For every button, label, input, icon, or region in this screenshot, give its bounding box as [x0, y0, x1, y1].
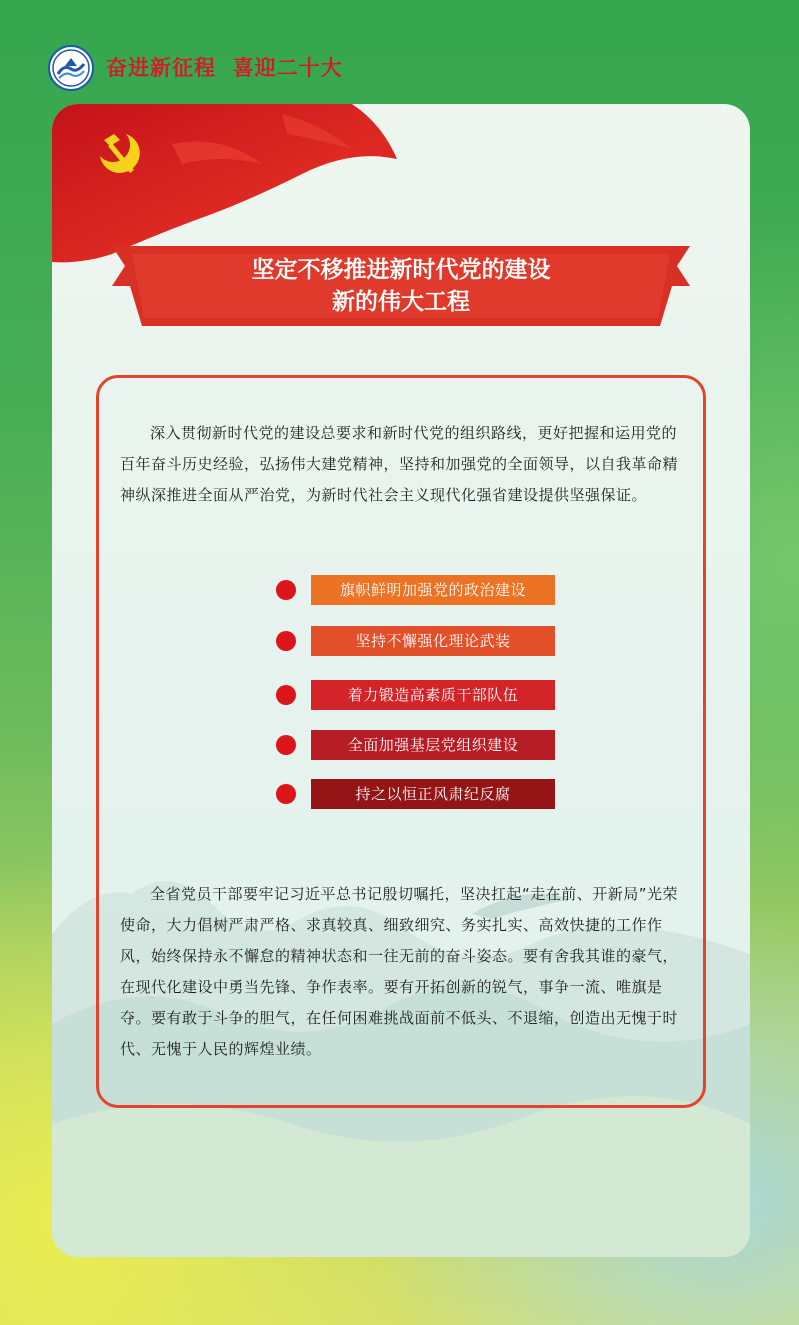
- bullet-dot-icon: [276, 784, 296, 804]
- title-line-2: 新的伟大工程: [332, 289, 470, 315]
- point-label-3: 着力锻造高素质干部队伍: [311, 680, 555, 710]
- school-logo-icon: [48, 45, 94, 91]
- bullet-dot-icon: [276, 631, 296, 651]
- point-label-1: 旗帜鲜明加强党的政治建设: [311, 575, 555, 605]
- page-title: [112, 254, 690, 318]
- bullet-dot-icon: [276, 580, 296, 600]
- intro-paragraph: 深入贯彻新时代党的建设总要求和新时代党的组织路线，更好把握和运用党的百年奋斗历史经验，弘扬伟大建党精神，坚持和加强党的全面领导，以自我革命精神纵深推进全面从严治党，为新时代社会主义现代化强省建设提供坚强保证。: [120, 424, 679, 504]
- closing-paragraph: 全省党员干部要牢记习近平总书记殷切嘱托，坚决扛起“走在前、开新局”光荣使命，大力倡树严肃严格、求真较真、细致细究、务实扎实、高效快捷的工作作风，始终保持永不懈怠的精神状态和一往无前的奋斗姿态。要有舍我其谁的豪气，在现代化建设中勇当先锋、争作表率。要有开拓创新的锐气，事争一流、唯旗是夺。要有敢于斗争的胆气，在任何困难挑战面前不低头、不退缩，创造出无愧于时代、无愧于人民的辉煌业绩。: [120, 885, 679, 1058]
- header-slogan: 奋进新征程 喜迎二十大: [106, 56, 343, 80]
- title-line-1: 坚定不移推进新时代党的建设: [251, 257, 551, 283]
- bullet-dot-icon: [276, 685, 296, 705]
- point-label-4: 全面加强基层党组织建设: [311, 730, 555, 760]
- point-label-2: 坚持不懈强化理论武装: [311, 626, 555, 656]
- bullet-dot-icon: [276, 735, 296, 755]
- content-card: [52, 104, 750, 1257]
- hammer-sickle-icon: [90, 126, 146, 182]
- point-label-5: 持之以恒正风肃纪反腐: [311, 779, 555, 809]
